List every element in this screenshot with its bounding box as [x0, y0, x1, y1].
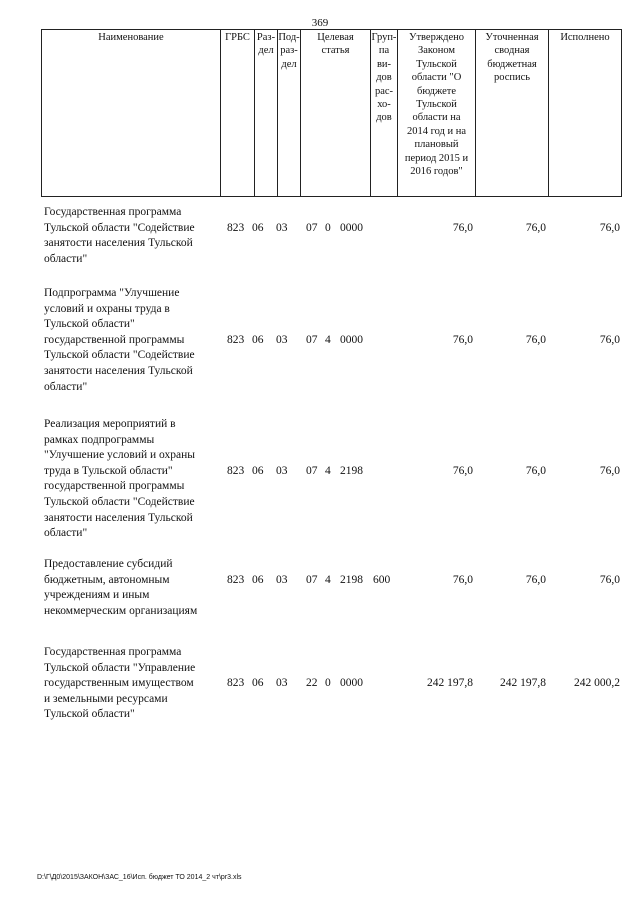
row-executed: 242 000,2 [574, 677, 620, 690]
header-utochnennaya-line: роспись [493, 72, 531, 84]
row-vid-rashodov: 600 [373, 573, 391, 586]
header-podrazdel-line: раз- [280, 45, 298, 57]
row-name-line: занятости населения Тульской [44, 364, 193, 377]
row-razdel: 06 [252, 464, 264, 477]
row-name [44, 557, 220, 619]
header-utochnennaya-line: сводная [494, 45, 530, 57]
row-approved: 242 197,8 [427, 677, 473, 690]
header-utverzhdeno-line: Законом [417, 45, 456, 57]
row-name [44, 645, 220, 723]
row-refined: 76,0 [525, 573, 546, 586]
row-name-line: Тульской области" [44, 318, 135, 331]
header-gruppa-line: ви- [376, 58, 392, 70]
header-podrazdel [278, 30, 301, 196]
header-utochnennaya-line: бюджетная [487, 58, 537, 70]
row-name-line: Тульской области" [44, 708, 135, 721]
row-razdel: 06 [252, 221, 264, 234]
page-number: 369 [311, 17, 329, 29]
header-utverzhdeno [398, 30, 476, 196]
row-executed: 76,0 [599, 464, 620, 477]
row-grbs: 823 [227, 573, 245, 586]
header-tselevaya-line: Целевая [317, 32, 354, 43]
header-razdel [255, 30, 278, 196]
row-executed: 76,0 [599, 573, 620, 586]
header-ispolneno [549, 30, 621, 196]
header-tselevaya-line: статья [321, 45, 350, 57]
row-approved: 76,0 [452, 221, 473, 234]
row-cs-subprogram: 4 [325, 333, 331, 346]
row-name-line: труда в Тульской области" [44, 464, 173, 477]
row-name-line: "Улучшение условий и охраны [44, 449, 195, 462]
row-cs-item: 0000 [340, 333, 363, 346]
footer-file-path: D:\Г\Д0\2015\ЗАКОН\ЗАС_16\Исп. бюджет ТО 2014_2 чт\pr3.xls [37, 874, 242, 881]
row-name-line: Тульской области "Содействие [44, 349, 195, 362]
header-podrazdel-line: дел [281, 58, 297, 70]
row-name-line: Государственная программа [44, 206, 182, 218]
row-name-line: бюджетным, автономным [44, 573, 170, 586]
row-name-line: Подпрограмма "Улучшение [44, 287, 180, 299]
row-name-line: некоммерческим организациям [44, 604, 198, 617]
header-utverzhdeno-line: период 2015 и [404, 152, 469, 164]
row-name-line: Тульской области "Содействие [44, 221, 195, 234]
row-name [44, 205, 220, 267]
row-name-line: и земельными ресурсами [44, 692, 168, 705]
row-grbs: 823 [227, 221, 245, 234]
header-name [42, 30, 221, 196]
row-razdel: 06 [252, 677, 264, 690]
row-approved: 76,0 [452, 333, 473, 346]
header-utverzhdeno-line: 2016 годов" [410, 166, 463, 178]
row-cs-program: 07 [306, 464, 318, 477]
row-grbs: 823 [227, 464, 245, 477]
header-gruppa-line: па [378, 45, 390, 57]
row-name-line: Предоставление субсидий [44, 558, 173, 570]
header-utverzhdeno-line: Тульской [416, 99, 457, 111]
row-razdel: 06 [252, 573, 264, 586]
row-podrazdel: 03 [276, 333, 288, 346]
row-cs-item: 0000 [340, 677, 363, 690]
row-name-line: области" [44, 380, 88, 393]
header-razdel-line: Раз- [256, 32, 276, 43]
row-name-line: Тульской области "Управление [44, 661, 196, 674]
row-approved: 76,0 [452, 573, 473, 586]
header-razdel-line: дел [258, 45, 274, 57]
row-name-line: рамках подпрограммы [44, 433, 155, 446]
row-cs-item: 0000 [340, 221, 363, 234]
header-utverzhdeno-line: бюджете [416, 85, 457, 97]
row-name-line: Реализация мероприятий в [44, 418, 176, 430]
row-name-line: государственным имуществом [44, 677, 194, 690]
row-cs-program: 07 [306, 221, 318, 234]
header-gruppa-line: рас- [374, 85, 394, 97]
row-name-line: учреждениям и иным [44, 589, 150, 602]
row-refined: 76,0 [525, 333, 546, 346]
row-name-line: государственной программы [44, 480, 185, 493]
header-grbs [221, 30, 255, 196]
header-grbs-text: ГРБС [225, 32, 250, 43]
row-podrazdel: 03 [276, 221, 288, 234]
row-executed: 76,0 [599, 333, 620, 346]
header-gruppa-line: дов [376, 112, 392, 124]
row-podrazdel: 03 [276, 677, 288, 690]
row-refined: 76,0 [525, 464, 546, 477]
header-gruppa-vidov [371, 30, 398, 196]
header-utverzhdeno-line: плановый [414, 139, 459, 151]
row-name-line: Тульской области "Содействие [44, 495, 195, 508]
row-name [44, 286, 220, 395]
row-refined: 242 197,8 [500, 677, 546, 690]
header-utverzhdeno-line: области "О [411, 72, 462, 84]
header-utochnennaya-line: Уточненная [485, 32, 539, 43]
row-name-line: государственной программы [44, 333, 185, 346]
table-header [41, 29, 622, 197]
row-name-line: области" [44, 252, 88, 265]
header-utverzhdeno-line: 2014 год и на [406, 125, 467, 137]
row-cs-subprogram: 4 [325, 464, 331, 477]
header-gruppa-line: дов [376, 72, 392, 84]
row-name-line: занятости населения Тульской [44, 511, 193, 524]
row-cs-program: 22 [306, 677, 318, 690]
row-podrazdel: 03 [276, 464, 288, 477]
row-grbs: 823 [227, 677, 245, 690]
header-gruppa-line: Груп- [371, 32, 397, 43]
header-utverzhdeno-line: Утверждено [409, 32, 464, 43]
row-cs-item: 2198 [340, 464, 363, 477]
row-cs-program: 07 [306, 573, 318, 586]
row-razdel: 06 [252, 333, 264, 346]
header-utverzhdeno-line: Тульской [416, 58, 457, 70]
header-gruppa-line: хо- [377, 99, 391, 111]
row-executed: 76,0 [599, 221, 620, 234]
header-utochnennaya [476, 30, 549, 196]
row-name [44, 417, 220, 542]
row-approved: 76,0 [452, 464, 473, 477]
row-cs-program: 07 [306, 333, 318, 346]
row-name-line: условий и охраны труда в [44, 302, 170, 315]
header-name-text: Наименование [98, 32, 164, 43]
row-grbs: 823 [227, 333, 245, 346]
row-cs-subprogram: 0 [325, 677, 331, 690]
row-name-line: Государственная программа [44, 646, 182, 658]
row-name-line: области" [44, 527, 88, 540]
row-cs-subprogram: 4 [325, 573, 331, 586]
row-refined: 76,0 [525, 221, 546, 234]
header-tselevaya-statya [301, 30, 371, 196]
row-cs-item: 2198 [340, 573, 363, 586]
header-utverzhdeno-line: области на [412, 112, 461, 124]
header-ispolneno-text: Исполнено [560, 32, 610, 43]
header-podrazdel-line: Под- [278, 32, 300, 43]
row-cs-subprogram: 0 [325, 221, 331, 234]
row-name-line: занятости населения Тульской [44, 237, 193, 250]
row-podrazdel: 03 [276, 573, 288, 586]
